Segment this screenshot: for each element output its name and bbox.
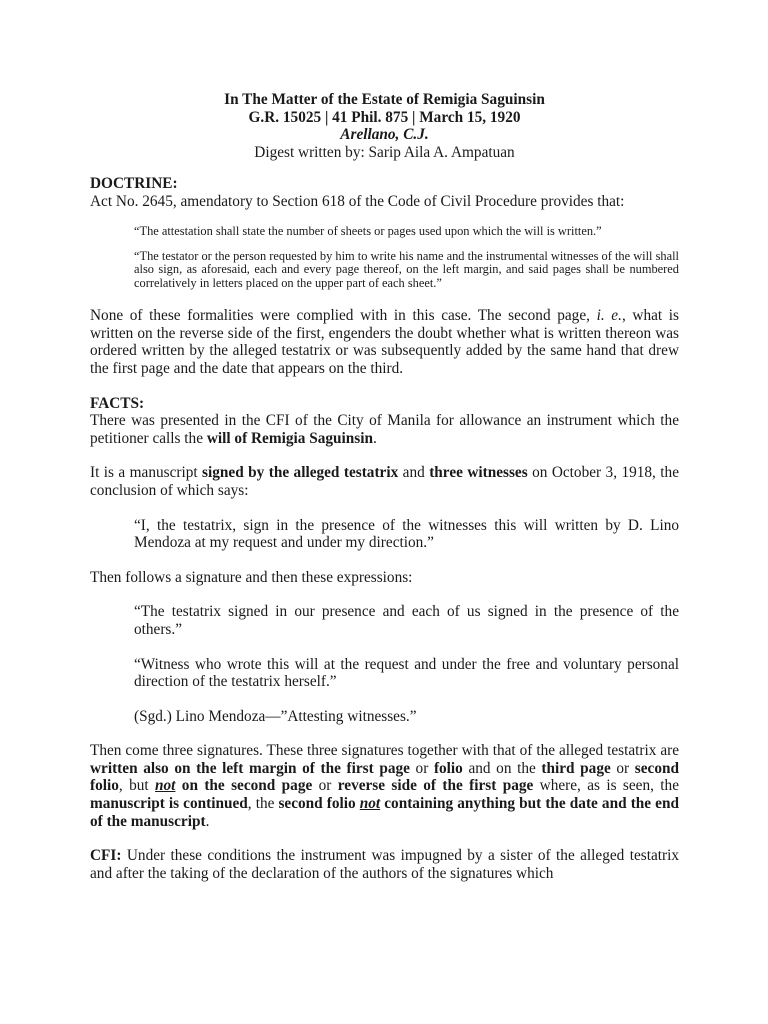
doctrine-quote-2: “The testator or the person requested by him to write his name and the instrumental witnesses of the will shall also sign, as aforesaid, each and every page thereof, on the left margin, and said pages shall be numbered correlatively in letters placed on the upper part of each sheet.” bbox=[134, 248, 679, 290]
facts-p4-10: not bbox=[155, 777, 176, 795]
facts-p4-15: manuscript is continued bbox=[90, 795, 248, 813]
cfi-paragraph bbox=[90, 847, 679, 882]
facts-p4-3: or bbox=[409, 759, 434, 777]
facts-p4-9: , but bbox=[118, 777, 156, 795]
facts-paragraph-4 bbox=[90, 742, 679, 830]
facts-p4-2: written also on the left margin of the first page bbox=[90, 759, 410, 777]
facts-heading: FACTS: bbox=[90, 394, 145, 412]
facts-section bbox=[90, 395, 679, 831]
facts-p4-21: . bbox=[205, 812, 210, 830]
digest-author: Digest written by: Sarip Aila A. Ampatuan bbox=[254, 143, 515, 161]
doctrine-quote-1: “The attestation shall state the number of sheets or pages used upon which the will is written.” bbox=[134, 223, 602, 238]
facts-p4-1: Then come three signatures. These three signatures together with that of the alleged testatrix are bbox=[90, 742, 679, 760]
facts-p4-14: where, as is seen, the bbox=[533, 777, 679, 795]
facts-p2-b: signed by the alleged testatrix bbox=[202, 464, 399, 482]
cfi-heading: CFI: bbox=[90, 847, 122, 865]
doctrine-text-ie: i. e. bbox=[596, 307, 622, 325]
doctrine-section bbox=[90, 175, 679, 377]
facts-paragraph-3: Then follows a signature and then these expressions: bbox=[90, 568, 413, 586]
facts-p1-text: There was presented in the CFI of the City of Manila for allowance an instrument which the petitioner calls the bbox=[90, 412, 679, 447]
facts-p4-5: and on the bbox=[462, 759, 542, 777]
facts-quote-1: “I, the testatrix, sign in the presence of the witnesses this will written by D. Lino Mendoza at my request and under my direction.” bbox=[134, 516, 679, 552]
doctrine-text-a: None of these formalities were complied with in this case. The second page, bbox=[90, 307, 597, 325]
case-header bbox=[90, 91, 679, 161]
facts-quote-2: “The testatrix signed in our presence and each of us signed in the presence of the others.” bbox=[134, 603, 679, 638]
doctrine-text-b: , what is written on the reverse side of the first, engenders the doubt whether what is written thereon was ordered written by the alleged testatrix or was subsequently added by the same hand that drew the first page and the date that appears on the third. bbox=[90, 307, 679, 377]
facts-p4-6: third page bbox=[541, 759, 611, 777]
facts-p4-20: containing anything but the date and the end of the manuscript bbox=[90, 795, 679, 830]
facts-p1-bold: will of Remigia Saguinsin bbox=[206, 429, 373, 447]
case-citation: G.R. 15025 | 41 Phil. 875 | March 15, 1920 bbox=[248, 108, 521, 126]
facts-p4-19: not bbox=[359, 795, 381, 813]
cfi-section bbox=[90, 847, 679, 882]
facts-quote-3: “Witness who wrote this will at the request and under the free and voluntary personal direction of the testatrix herself.” bbox=[134, 655, 679, 691]
facts-p4-17: second folio bbox=[278, 795, 356, 813]
case-ponente: Arellano, C.J. bbox=[340, 126, 429, 144]
facts-quote-4: (Sgd.) Lino Mendoza—”Attesting witnesses.” bbox=[134, 707, 417, 725]
facts-p2-a: It is a manuscript bbox=[90, 464, 203, 482]
facts-p4-8: second folio bbox=[90, 759, 679, 795]
facts-p4-4: folio bbox=[433, 759, 463, 777]
facts-paragraph-2 bbox=[90, 464, 679, 499]
facts-p4-7: or bbox=[610, 759, 635, 777]
facts-p2-d: three witnesses bbox=[429, 464, 528, 482]
doctrine-paragraph bbox=[90, 307, 679, 377]
cfi-text: Under these conditions the instrument was impugned by a sister of the alleged testatrix and after the taking of the declaration of the authors of the signatures which bbox=[90, 847, 679, 882]
case-title: In The Matter of the Estate of Remigia Saguinsin bbox=[224, 91, 545, 108]
doctrine-intro: Act No. 2645, amendatory to Section 618 of the Code of Civil Procedure provides that: bbox=[90, 192, 625, 210]
facts-paragraph-1 bbox=[90, 412, 679, 447]
facts-p4-12: or bbox=[312, 777, 338, 795]
facts-p2-c: and bbox=[398, 464, 430, 482]
facts-p2-e: on October 3, 1918, the conclusion of which says: bbox=[90, 464, 679, 499]
facts-p4-13: reverse side of the first page bbox=[337, 777, 534, 795]
facts-p1-end: . bbox=[372, 429, 377, 447]
doctrine-heading: DOCTRINE: bbox=[90, 175, 178, 193]
facts-p4-16: , the bbox=[247, 795, 279, 813]
facts-p4-11: on the second page bbox=[175, 777, 313, 795]
